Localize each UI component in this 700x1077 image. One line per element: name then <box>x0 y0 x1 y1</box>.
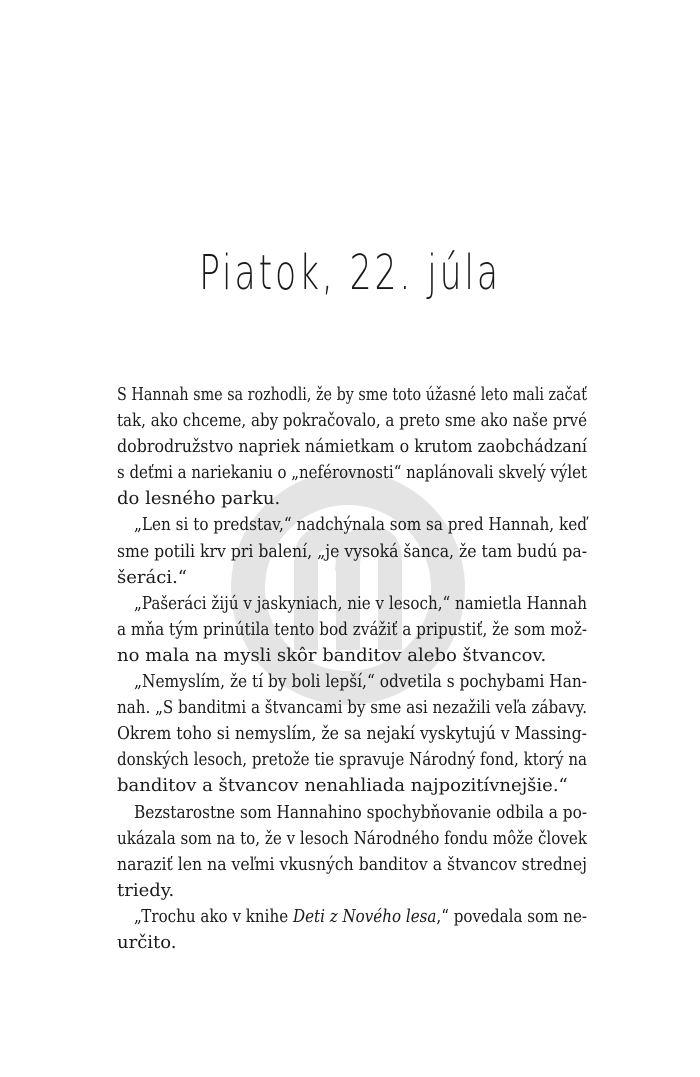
text-line <box>117 904 587 930</box>
text-line: šeráci.“ <box>117 566 187 588</box>
text-fragment: ,“ povedala som ne- <box>436 905 587 927</box>
text-line: banditov a štvancov nenahliada najpozitívnejšie.“ <box>117 775 568 797</box>
text-line: dobrodružstvo napriek námietkam o krutom zaobchádzaní <box>117 436 587 458</box>
paragraph-3 <box>117 591 587 669</box>
text-line: naraziť len na veľmi vkusných banditov a štvancov strednej <box>117 853 587 875</box>
book-title-italic: Deti z Nového lesa <box>292 905 437 927</box>
text-line: donských lesoch, pretože tie spravuje Národný fond, ktorý na <box>117 749 587 771</box>
text-line: „Pašeráci žijú v jaskyniach, nie v lesoch,“ namietla Hannah <box>134 592 587 614</box>
text-line: určito. <box>117 931 177 953</box>
paragraph-6 <box>117 904 587 956</box>
paragraph-1 <box>117 382 587 512</box>
text-line: s deťmi a nariekaniu o „neférovnosti“ naplánovali skvelý výlet <box>117 462 587 484</box>
text-line: sme potili krv pri balení, „je vysoká šanca, že tam budú pa- <box>117 540 587 562</box>
text-line: a mňa tým prinútila tento bod zvážiť a pripustiť, že som mož- <box>117 618 587 640</box>
text-line: triedy. <box>117 879 175 901</box>
chapter-body <box>117 382 587 956</box>
paragraph-4 <box>117 669 587 799</box>
paragraph-5 <box>117 800 587 904</box>
chapter-title: Piatok, 22. júla <box>199 245 501 302</box>
text-line: no mala na mysli skôr banditov alebo štvancov. <box>117 644 547 666</box>
text-line: „Len si to predstav,“ nadchýnala som sa pred Hannah, keď <box>134 514 587 536</box>
text-fragment: „Trochu ako v knihe <box>134 905 293 927</box>
paragraph-2 <box>117 512 587 590</box>
text-line: ukázala som na to, že v lesoch Národného fondu môže človek <box>117 827 587 849</box>
text-line: Bezstarostne som Hannahino spochybňovanie odbila a po- <box>134 801 587 823</box>
text-line: do lesného parku. <box>117 488 281 510</box>
text-line: nah. „S banditmi a štvancami by sme asi nezažili veľa zábavy. <box>117 697 587 719</box>
text-line: tak, ako chceme, aby pokračovalo, a preto sme ako naše prvé <box>117 410 587 432</box>
text-line: S Hannah sme sa rozhodli, že by sme toto úžasné leto mali začať <box>117 384 587 405</box>
text-line: „Nemyslím, že tí by boli lepší,“ odvetila s pochybami Han- <box>134 671 587 693</box>
text-line: Okrem toho si nemyslím, že sa nejakí vyskytujú v Massing- <box>117 723 587 745</box>
